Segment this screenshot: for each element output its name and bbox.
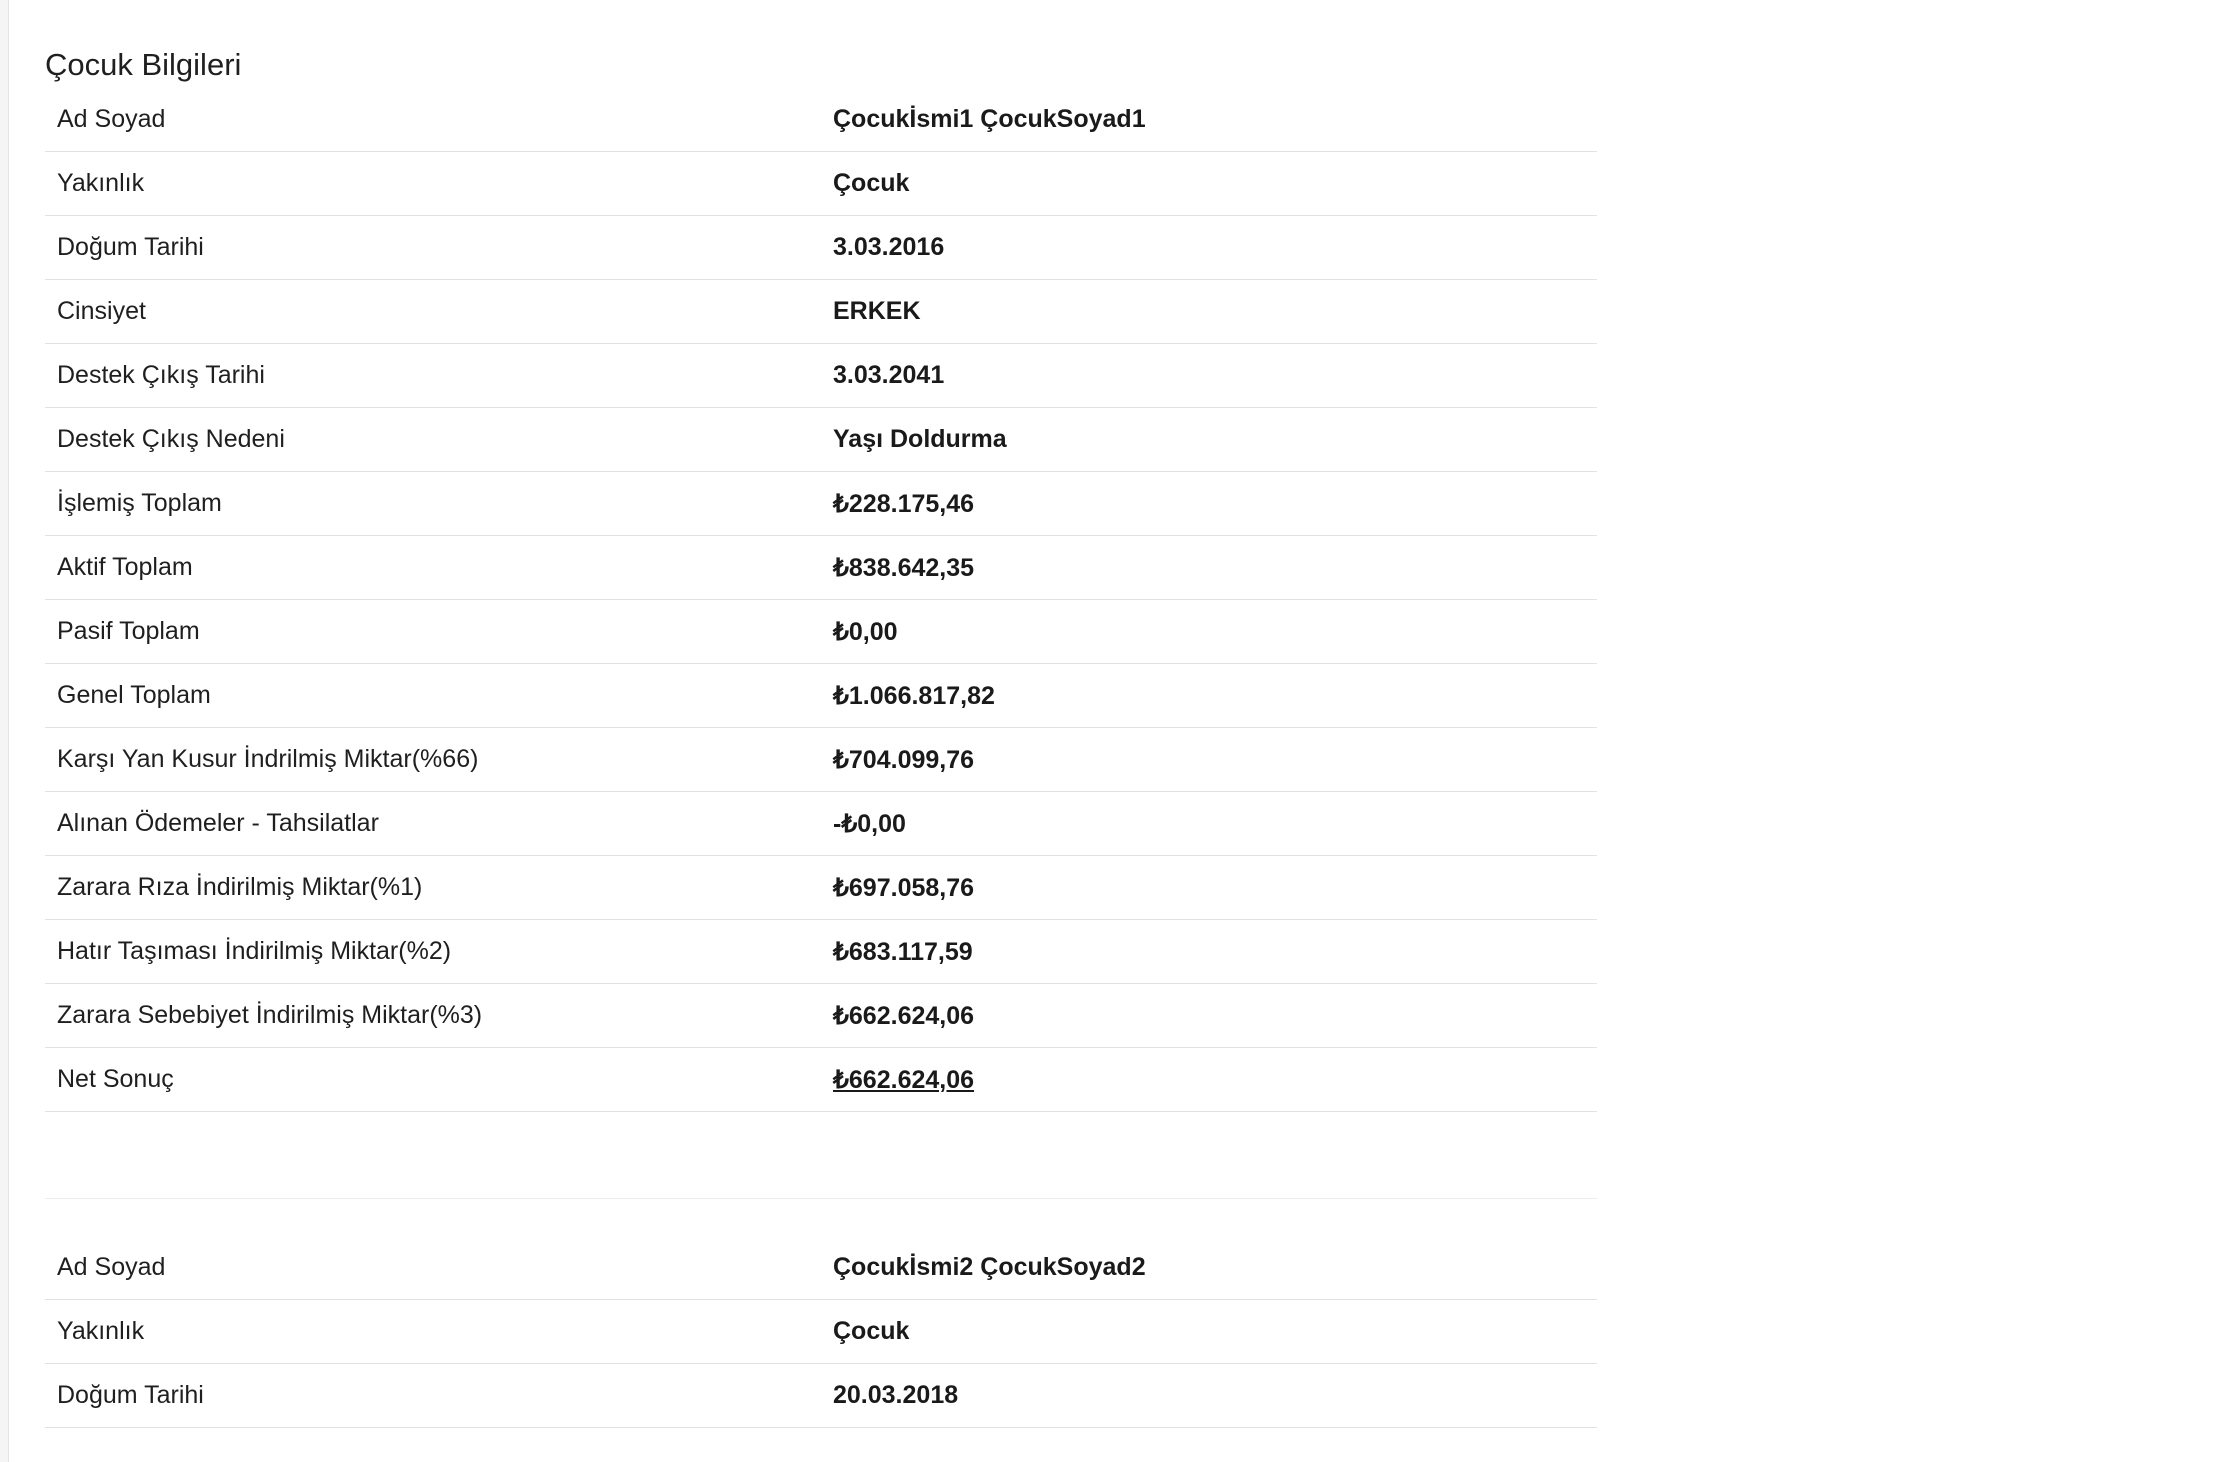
- value-courtesy-ride-reduced: ₺683.117,59: [821, 920, 1597, 984]
- value-support-end-reason: Yaşı Doldurma: [821, 408, 1597, 472]
- child-separator: [45, 1112, 1597, 1199]
- row-contributory-fault-reduced: [45, 984, 1597, 1048]
- row-active-total: [45, 536, 1597, 600]
- label-name: Ad Soyad: [45, 1236, 821, 1300]
- row-name: [45, 88, 1597, 152]
- value-active-total: ₺838.642,35: [821, 536, 1597, 600]
- label-active-total: Aktif Toplam: [45, 536, 821, 600]
- value-accrued-total: ₺228.175,46: [821, 472, 1597, 536]
- row-grand-total: [45, 664, 1597, 728]
- value-birth-date: 20.03.2018: [821, 1364, 1597, 1428]
- label-passive-total: Pasif Toplam: [45, 600, 821, 664]
- row-birth-date: [45, 1364, 1597, 1428]
- label-support-end-date: Destek Çıkış Tarihi: [45, 344, 821, 408]
- value-relationship: Çocuk: [821, 1300, 1597, 1364]
- row-received-payments: [45, 792, 1597, 856]
- row-consent-reduced: [45, 856, 1597, 920]
- child-2-table: [45, 1236, 1597, 1428]
- child-info-section: [45, 0, 1597, 1428]
- row-birth-date: [45, 216, 1597, 280]
- value-consent-reduced: ₺697.058,76: [821, 856, 1597, 920]
- label-support-end-reason: Destek Çıkış Nedeni: [45, 408, 821, 472]
- value-birth-date: 3.03.2016: [821, 216, 1597, 280]
- row-counterparty-fault-reduced: [45, 728, 1597, 792]
- label-birth-date: Doğum Tarihi: [45, 216, 821, 280]
- row-gender: [45, 280, 1597, 344]
- label-accrued-total: İşlemiş Toplam: [45, 472, 821, 536]
- label-gender: Cinsiyet: [45, 280, 821, 344]
- label-relationship: Yakınlık: [45, 152, 821, 216]
- child-1-table: [45, 88, 1597, 1112]
- value-passive-total: ₺0,00: [821, 600, 1597, 664]
- value-name: Çocukİsmi1 ÇocukSoyad1: [821, 88, 1597, 152]
- value-support-end-date: 3.03.2041: [821, 344, 1597, 408]
- label-net-result: Net Sonuç: [45, 1048, 821, 1112]
- row-net-result: [45, 1048, 1597, 1112]
- label-name: Ad Soyad: [45, 88, 821, 152]
- value-counterparty-fault-reduced: ₺704.099,76: [821, 728, 1597, 792]
- left-panel-edge: [0, 0, 9, 1462]
- value-received-payments: -₺0,00: [821, 792, 1597, 856]
- value-contributory-fault-reduced: ₺662.624,06: [821, 984, 1597, 1048]
- label-birth-date: Doğum Tarihi: [45, 1364, 821, 1428]
- value-name: Çocukİsmi2 ÇocukSoyad2: [821, 1236, 1597, 1300]
- label-counterparty-fault-reduced: Karşı Yan Kusur İndrilmiş Miktar(%66): [45, 728, 821, 792]
- row-support-end-date: [45, 344, 1597, 408]
- row-name: [45, 1236, 1597, 1300]
- row-relationship: [45, 1300, 1597, 1364]
- row-courtesy-ride-reduced: [45, 920, 1597, 984]
- label-received-payments: Alınan Ödemeler - Tahsilatlar: [45, 792, 821, 856]
- section-title: Çocuk Bilgileri: [45, 47, 242, 82]
- value-gender: ERKEK: [821, 280, 1597, 344]
- row-passive-total: [45, 600, 1597, 664]
- label-relationship: Yakınlık: [45, 1300, 821, 1364]
- label-courtesy-ride-reduced: Hatır Taşıması İndirilmiş Miktar(%2): [45, 920, 821, 984]
- value-grand-total: ₺1.066.817,82: [821, 664, 1597, 728]
- row-support-end-reason: [45, 408, 1597, 472]
- value-relationship: Çocuk: [821, 152, 1597, 216]
- net-result-amount: ₺662.624,06: [833, 1065, 975, 1094]
- row-relationship: [45, 152, 1597, 216]
- label-contributory-fault-reduced: Zarara Sebebiyet İndirilmiş Miktar(%3): [45, 984, 821, 1048]
- label-grand-total: Genel Toplam: [45, 664, 821, 728]
- row-accrued-total: [45, 472, 1597, 536]
- value-net-result: [821, 1048, 1597, 1112]
- label-consent-reduced: Zarara Rıza İndirilmiş Miktar(%1): [45, 856, 821, 920]
